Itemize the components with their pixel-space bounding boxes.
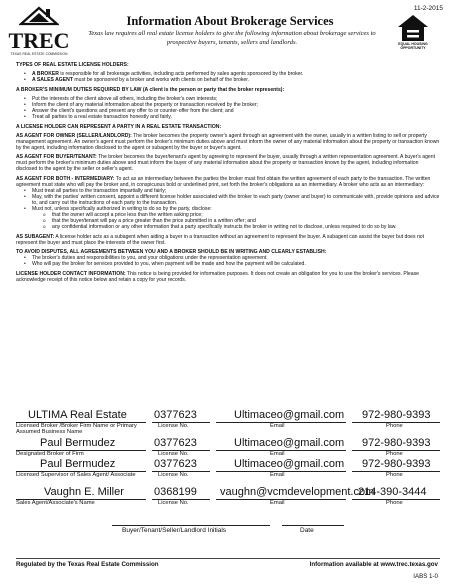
list-item: • Inform the client of any material information about the property or transaction received by the broker; (32, 102, 440, 108)
sales-agent-definition: must be sponsored by a broker and works with clients on behalf of the broker. (72, 77, 250, 84)
disputes-heading: TO AVOID DISPUTES, ALL AGREEMENTS BETWEEN YOU AND A BROKER SHOULD BE IN WRITING AND CLEARLY ESTABLISH: (16, 249, 327, 256)
duties-heading: A BROKER'S MINIMUM DUTIES REQUIRED BY LAW (A client is the person or party that the broker represents): (16, 86, 285, 93)
initials-label: Buyer/Tenant/Seller/Landlord Initials (122, 527, 227, 534)
contact-text: This notice is being provided for information purposes. It does not create an obligation for you to use the broker's services. Please acknowledge receipt of this notice below and retain a copy for your records. (16, 270, 419, 283)
represent-heading: A LICENSE HOLDER CAN REPRESENT A PARTY IN A REAL ESTATE TRANSACTION: (16, 123, 222, 130)
broker-firm-name-field[interactable]: ULTIMA Real Estate (28, 409, 127, 421)
field-label: Phone (386, 451, 403, 457)
list-item (32, 77, 440, 83)
intermediary-text: To act as an intermediary between the parties the broker must first obtain the written agreement of each party to the transaction. The written agreement must state who will pay the broker and, in conspicuous bold or underlined print, set forth the broker's obligations as an intermediary. A broker who acts as an intermediary: (16, 175, 431, 188)
owner-text: The broker becomes the property owner's agent through an agreement with the owner, usually in a written listing to sell or property management agreement. An owner's agent must perform the broker's minimum duties above and must inform the owner of any material information about the property or transaction known by the agent, including information disclosed to the agent or subagent by the buyer or buyer's agent. (16, 132, 440, 151)
designated-broker-name-field[interactable]: Paul Bermudez (40, 437, 116, 449)
list-item: • The broker's duties and responsibilities to you, and your obligations under the representation agreement. (32, 255, 440, 261)
equal-housing-icon (393, 13, 433, 43)
field-label: Phone (386, 423, 403, 429)
field-label: Email (270, 423, 285, 429)
field-label: Email (270, 472, 285, 478)
broker-firm-row (0, 406, 454, 436)
field-label: Designated Broker of Firm (16, 451, 84, 457)
contact-form (0, 406, 454, 546)
owner-paragraph (16, 133, 440, 151)
owner-heading: AS AGENT FOR OWNER (SELLER/LANDLORD): (16, 132, 132, 139)
supervisor-phone-field[interactable]: 972-980-9393 (362, 458, 431, 470)
contact-paragraph (16, 271, 440, 283)
disclose-sublist (32, 212, 440, 230)
document-body (16, 62, 440, 286)
sub-list-item: o any confidential information or any other information that a party specifically instructs the broker in writing not to disclose, unless required to do so by law. (52, 224, 440, 230)
equal-housing-logo (393, 13, 433, 49)
contact-heading: LICENSE HOLDER CONTACT INFORMATION: (16, 270, 126, 277)
supervisor-row (0, 456, 454, 486)
sales-agent-term: A SALES AGENT (32, 77, 73, 84)
sales-agent-name-field[interactable]: Vaughn E. Miller (44, 486, 124, 498)
list-item: • Treat all parties to a real estate transaction honestly and fairly. (32, 114, 440, 120)
supervisor-license-field[interactable]: 0377623 (154, 458, 197, 470)
sales-agent-phone-field[interactable]: 214-390-3444 (358, 486, 427, 498)
house-roof-icon (19, 6, 59, 30)
footer-divider (16, 558, 440, 559)
broker-email-field[interactable]: Ultimaceo@gmail.com (234, 409, 345, 421)
field-label: Email (270, 451, 285, 457)
list-item: • Put the interests of the client above all others, including the broker's own interests; (32, 96, 440, 102)
list-item: • May, with the parties' written consent, appoint a different license holder associated with the broker to each party (owner and buyer) to communicate with, provide opinions and advice to, and carry out the instructions of each party to the transaction. (32, 194, 440, 206)
sales-agent-email-field[interactable]: vaughn@vcmdevelopment.com (220, 486, 375, 498)
supervisor-name-field[interactable]: Paul Bermudez (40, 458, 116, 470)
trec-logo (5, 6, 73, 58)
broker-phone-field[interactable]: 972-980-9393 (362, 409, 431, 421)
list-item: • Answer the client's questions and present any offer to or counter-offer from the client; and (32, 108, 440, 114)
field-label: Licensed Supervisor of Sales Agent/ Associate (16, 472, 136, 478)
designated-broker-phone-field[interactable]: 972-980-9393 (362, 437, 431, 449)
date-line[interactable] (282, 525, 344, 526)
sales-agent-license-field[interactable]: 0368199 (154, 486, 197, 498)
field-label: License No. (158, 472, 189, 478)
duties-list (16, 96, 440, 120)
buyer-heading: AS AGENT FOR BUYER/TENANT: (16, 154, 97, 161)
types-heading: TYPES OF REAL ESTATE LICENSE HOLDERS: (16, 62, 129, 68)
sales-agent-row (0, 484, 454, 514)
list-item (32, 206, 440, 230)
page-subtitle: Texas law requires all real estate license holders to give the following information about brokerage services to prospective buyers, tenants, sellers and landlords. (88, 30, 376, 46)
field-label: Sales Agent/Associate's Name (16, 500, 95, 506)
field-label: Email (270, 500, 285, 506)
subagent-text: A license holder acts as a subagent when aiding a buyer in a transaction without an agreement to represent the buyer. A subagent can assist the buyer but does not represent the buyer and must place the interests of the owner first. (16, 233, 425, 246)
equal-housing-label: EQUAL HOUSING OPPORTUNITY (398, 42, 428, 50)
broker-term: A BROKER (32, 71, 59, 78)
subagent-paragraph (16, 234, 440, 246)
form-date: 11-2-2015 (413, 5, 443, 12)
sub-list-item: o that the buyer/tenant will pay a price greater than the price submitted in a written offer; and (52, 218, 440, 224)
designated-broker-email-field[interactable]: Ultimaceo@gmail.com (234, 437, 345, 449)
page-title: Information About Brokerage Services (126, 14, 334, 28)
logo-subtext: TEXAS REAL ESTATE COMMISSION (10, 52, 68, 56)
date-label: Date (300, 527, 314, 534)
broker-license-field[interactable]: 0377623 (154, 409, 197, 421)
intermediary-paragraph (16, 176, 440, 188)
buyer-text: The broker becomes the buyer/tenant's agent by agreeing to represent the buyer, usually through a written representation agreement. A buyer's agent must perform the broker's minimum duties above and must inform the buyer of any material information about the property or transaction known by the agent, including information disclosed to the agent by the seller or seller's agent. (16, 154, 435, 173)
broker-definition: is responsible for all brokerage activities, including acts performed by sales agents sponsored by the broker. (58, 71, 304, 78)
list-item: • Must treat all parties to the transaction impartially and fairly; (32, 188, 440, 194)
supervisor-email-field[interactable]: Ultimaceo@gmail.com (234, 458, 345, 470)
buyer-paragraph (16, 154, 440, 172)
footer-info-link[interactable]: Information available at www.trec.texas.gov (309, 561, 438, 568)
footer-regulated: Regulated by the Texas Real Estate Commission (16, 561, 159, 568)
field-label: License No. (158, 451, 189, 457)
field-label: Phone (386, 472, 403, 478)
field-label: License No. (158, 500, 189, 506)
initials-line[interactable] (112, 525, 270, 526)
types-list (16, 71, 440, 83)
field-label: License No. (158, 423, 189, 429)
subagent-heading: AS SUBAGENT: (16, 233, 55, 240)
designated-broker-license-field[interactable]: 0377623 (154, 437, 197, 449)
disclose-text: Must not, unless specifically authorized in writing to do so by the party, disclose: (32, 206, 212, 213)
form-code: IABS 1-0 (413, 573, 438, 580)
intermediary-heading: AS AGENT FOR BOTH - INTERMEDIARY: (16, 175, 115, 182)
field-label: Licensed Broker /Broker Firm Name or Primary Assumed Business Name (16, 423, 137, 436)
list-item: • Who will pay the broker for services provided to you, when payment will be made and how the payment will be calculated. (32, 261, 440, 267)
sub-list-item: o that the owner will accept a price less than the written asking price; (52, 212, 440, 218)
logo-word: TREC (8, 28, 70, 53)
field-label: Phone (386, 500, 403, 506)
intermediary-list (16, 188, 440, 231)
disputes-list (16, 255, 440, 267)
